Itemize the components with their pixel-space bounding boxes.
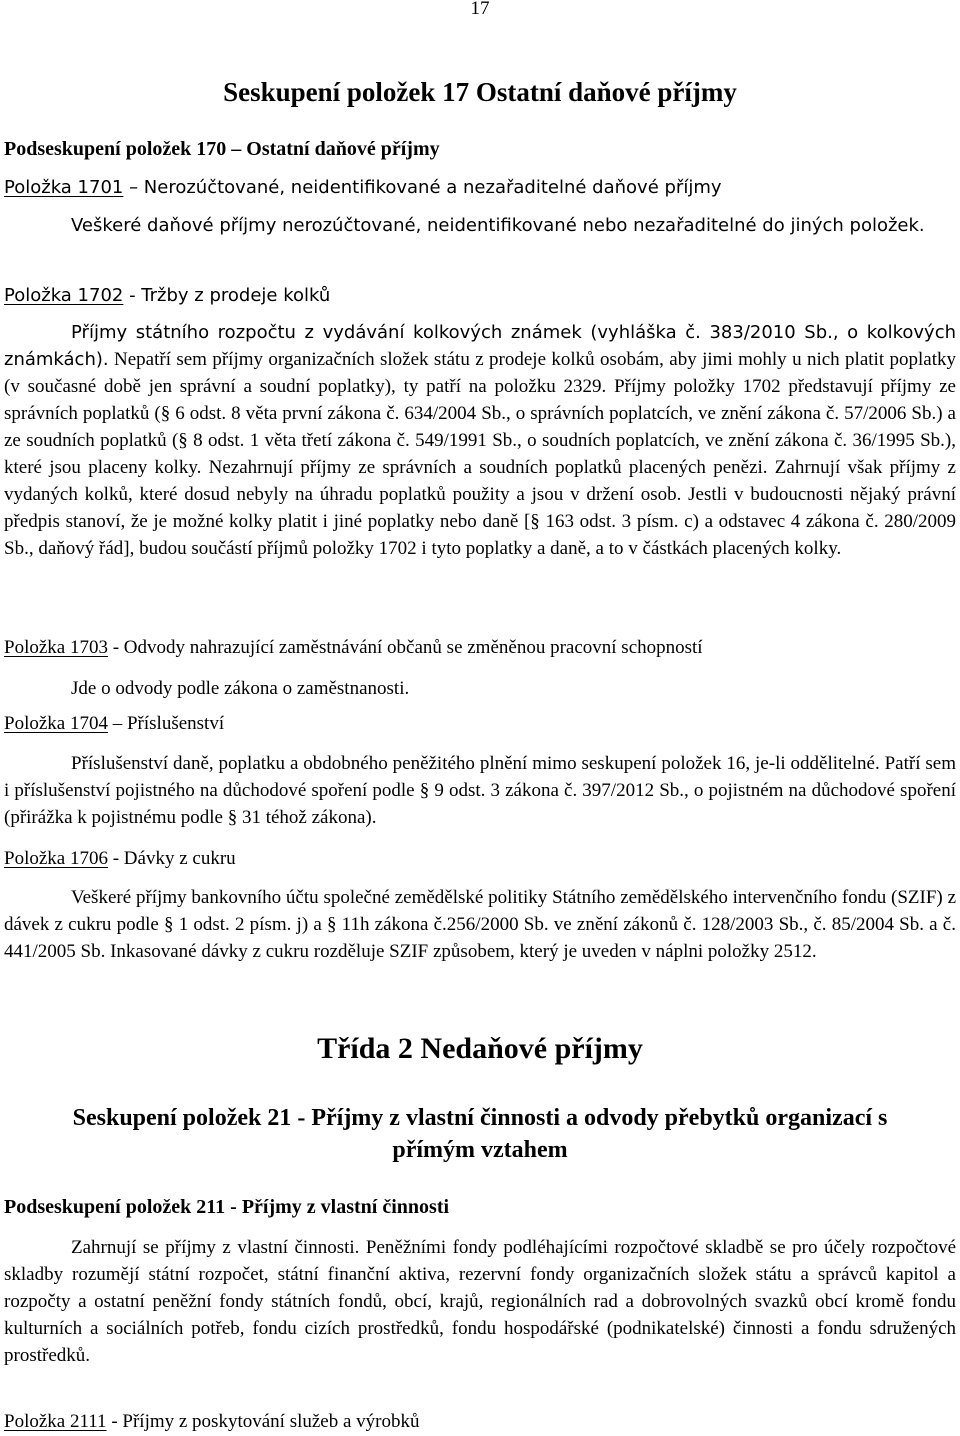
item-1702-heading [4, 282, 956, 309]
subgroup-170-heading: Podseskupení položek 170 – Ostatní daňové příjmy [4, 138, 440, 160]
item-1706-title: - Dávky z cukru [107, 848, 236, 869]
subgroup-211-text: Zahrnují se příjmy z vlastní činnosti. Peněžními fondy podléhajícími rozpočtové skladbě se pro účely rozpočtové skladby rozumějí státní rozpočet, státní finanční aktiva, rezervní fondy organizačních složek státu a správců kapitol a rozpočty a ostatní peněžní fondy státních fondů, obcí, krajů, regionálních rad a dobrovolných svazků obcí kromě fondu kulturních a sociálních potřeb, fondu cizích prostředků, fondu hospodářské (podnikatelské) činnosti a fondu sdružených prostředků. [4, 1237, 956, 1366]
heading-group-17: Seskupení položek 17 Ostatní daňové příjmy [223, 77, 737, 107]
item-1706-code: Položka 1706 [4, 848, 108, 869]
item-1701-title: – Nerozúčtované, neidentifikované a nezařaditelné daňové příjmy [123, 177, 722, 198]
item-2111-title: - Příjmy z poskytování služeb a výrobků [106, 1411, 420, 1432]
item-1706-text: Veškeré příjmy bankovního účtu společné zemědělské politiky Státního zemědělského intervenčního fondu (SZIF) z dávek z cukru podle § 1 odst. 2 písm. j) a § 11h zákona č.256/2000 Sb. ve znění zákonů č. 128/2003 Sb., č. 85/2004 Sb. a č. 441/2005 Sb. Inkasované dávky z cukru rozděluje SZIF způsobem, který je uveden v náplni položky 2512. [4, 887, 956, 962]
item-1703-title: - Odvody nahrazující zaměstnávání občanů se změněnou pracovní schopností [107, 637, 703, 658]
item-1706-heading [4, 845, 956, 872]
item-1704-title: – Příslušenství [107, 713, 225, 734]
item-1702-text-serif: Nepatří sem příjmy organizačních složek státu z prodeje kolků osobám, aby jimi mohly u nich platit poplatky (v současné době jen správní a soudní poplatky), ty patří na položku 2329. Příjmy položky 1702 představují příjmy ze správních poplatků (§ 6 odst. 8 věta první zákona č. 634/2004 Sb., o správních poplatcích, ve znění zákona č. 57/2006 Sb.) a ze soudních poplatků (§ 8 odst. 1 věta třetí zákona č. 549/1991 Sb., o soudních poplatcích, ve znění zákona č. 36/1995 Sb.), které jsou placeny kolky. Nezahrnují příjmy ze správních a soudních poplatků placených penězi. Zahrnují však příjmy z vydaných kolků, které dosud nebyly na úhradu poplatků použity a jsou v držení osob. Jestli v budoucnosti nějaký právní předpis stanoví, že je možné kolky platit i jiné poplatky nebo daně [§ 163 odst. 3 písm. c) a odstavec 4 zákona č. 280/2009 Sb., daňový řád], budou součástí příjmů položky 1702 i tyto poplatky a daně, a to v částkách placených kolky. [4, 349, 956, 559]
item-1703-heading [4, 634, 956, 661]
item-1702-text-sans: Příjmy státního rozpočtu z vydávání kolkových známek (vyhláška č. 383/2010 Sb., o kolkových známkách). [4, 322, 956, 370]
item-1701-heading [4, 174, 956, 201]
item-1703-code: Položka 1703 [4, 637, 108, 658]
item-2111-heading [4, 1408, 956, 1435]
item-1701-code: Položka 1701 [4, 177, 124, 198]
class-2-heading: Třída 2 Nedaňové příjmy [317, 1032, 643, 1065]
item-1702-text [4, 319, 956, 562]
item-1702-title: - Tržby z prodeje kolků [123, 285, 331, 306]
item-1704-heading [4, 710, 956, 737]
group-21-heading: Seskupení položek 21 - Příjmy z vlastní činnosti a odvody přebytků organizací s přímým vztahem [72, 1105, 888, 1163]
page-number: 17 [470, 0, 490, 19]
item-1704-code: Položka 1704 [4, 713, 108, 734]
item-1702-code: Položka 1702 [4, 285, 124, 306]
item-1704-text: Příslušenství daně, poplatku a obdobného peněžitého plnění mimo seskupení položek 16, je-li oddělitelné. Patří sem i příslušenství pojistného na důchodové spoření podle § 9 odst. 3 zákona č. 397/2012 Sb., o pojistném na důchodové spoření (přirážka k pojistnému podle § 31 téhož zákona). [4, 753, 956, 828]
subgroup-211-heading: Podseskupení položek 211 - Příjmy z vlastní činnosti [4, 1196, 450, 1218]
item-1703-text: Jde o odvody podle zákona o zaměstnanosti. [71, 678, 410, 699]
item-1701-text: Veškeré daňové příjmy nerozúčtované, neidentifikované nebo nezařaditelné do jiných položek. [71, 215, 925, 236]
item-2111-code: Položka 2111 [4, 1411, 107, 1432]
